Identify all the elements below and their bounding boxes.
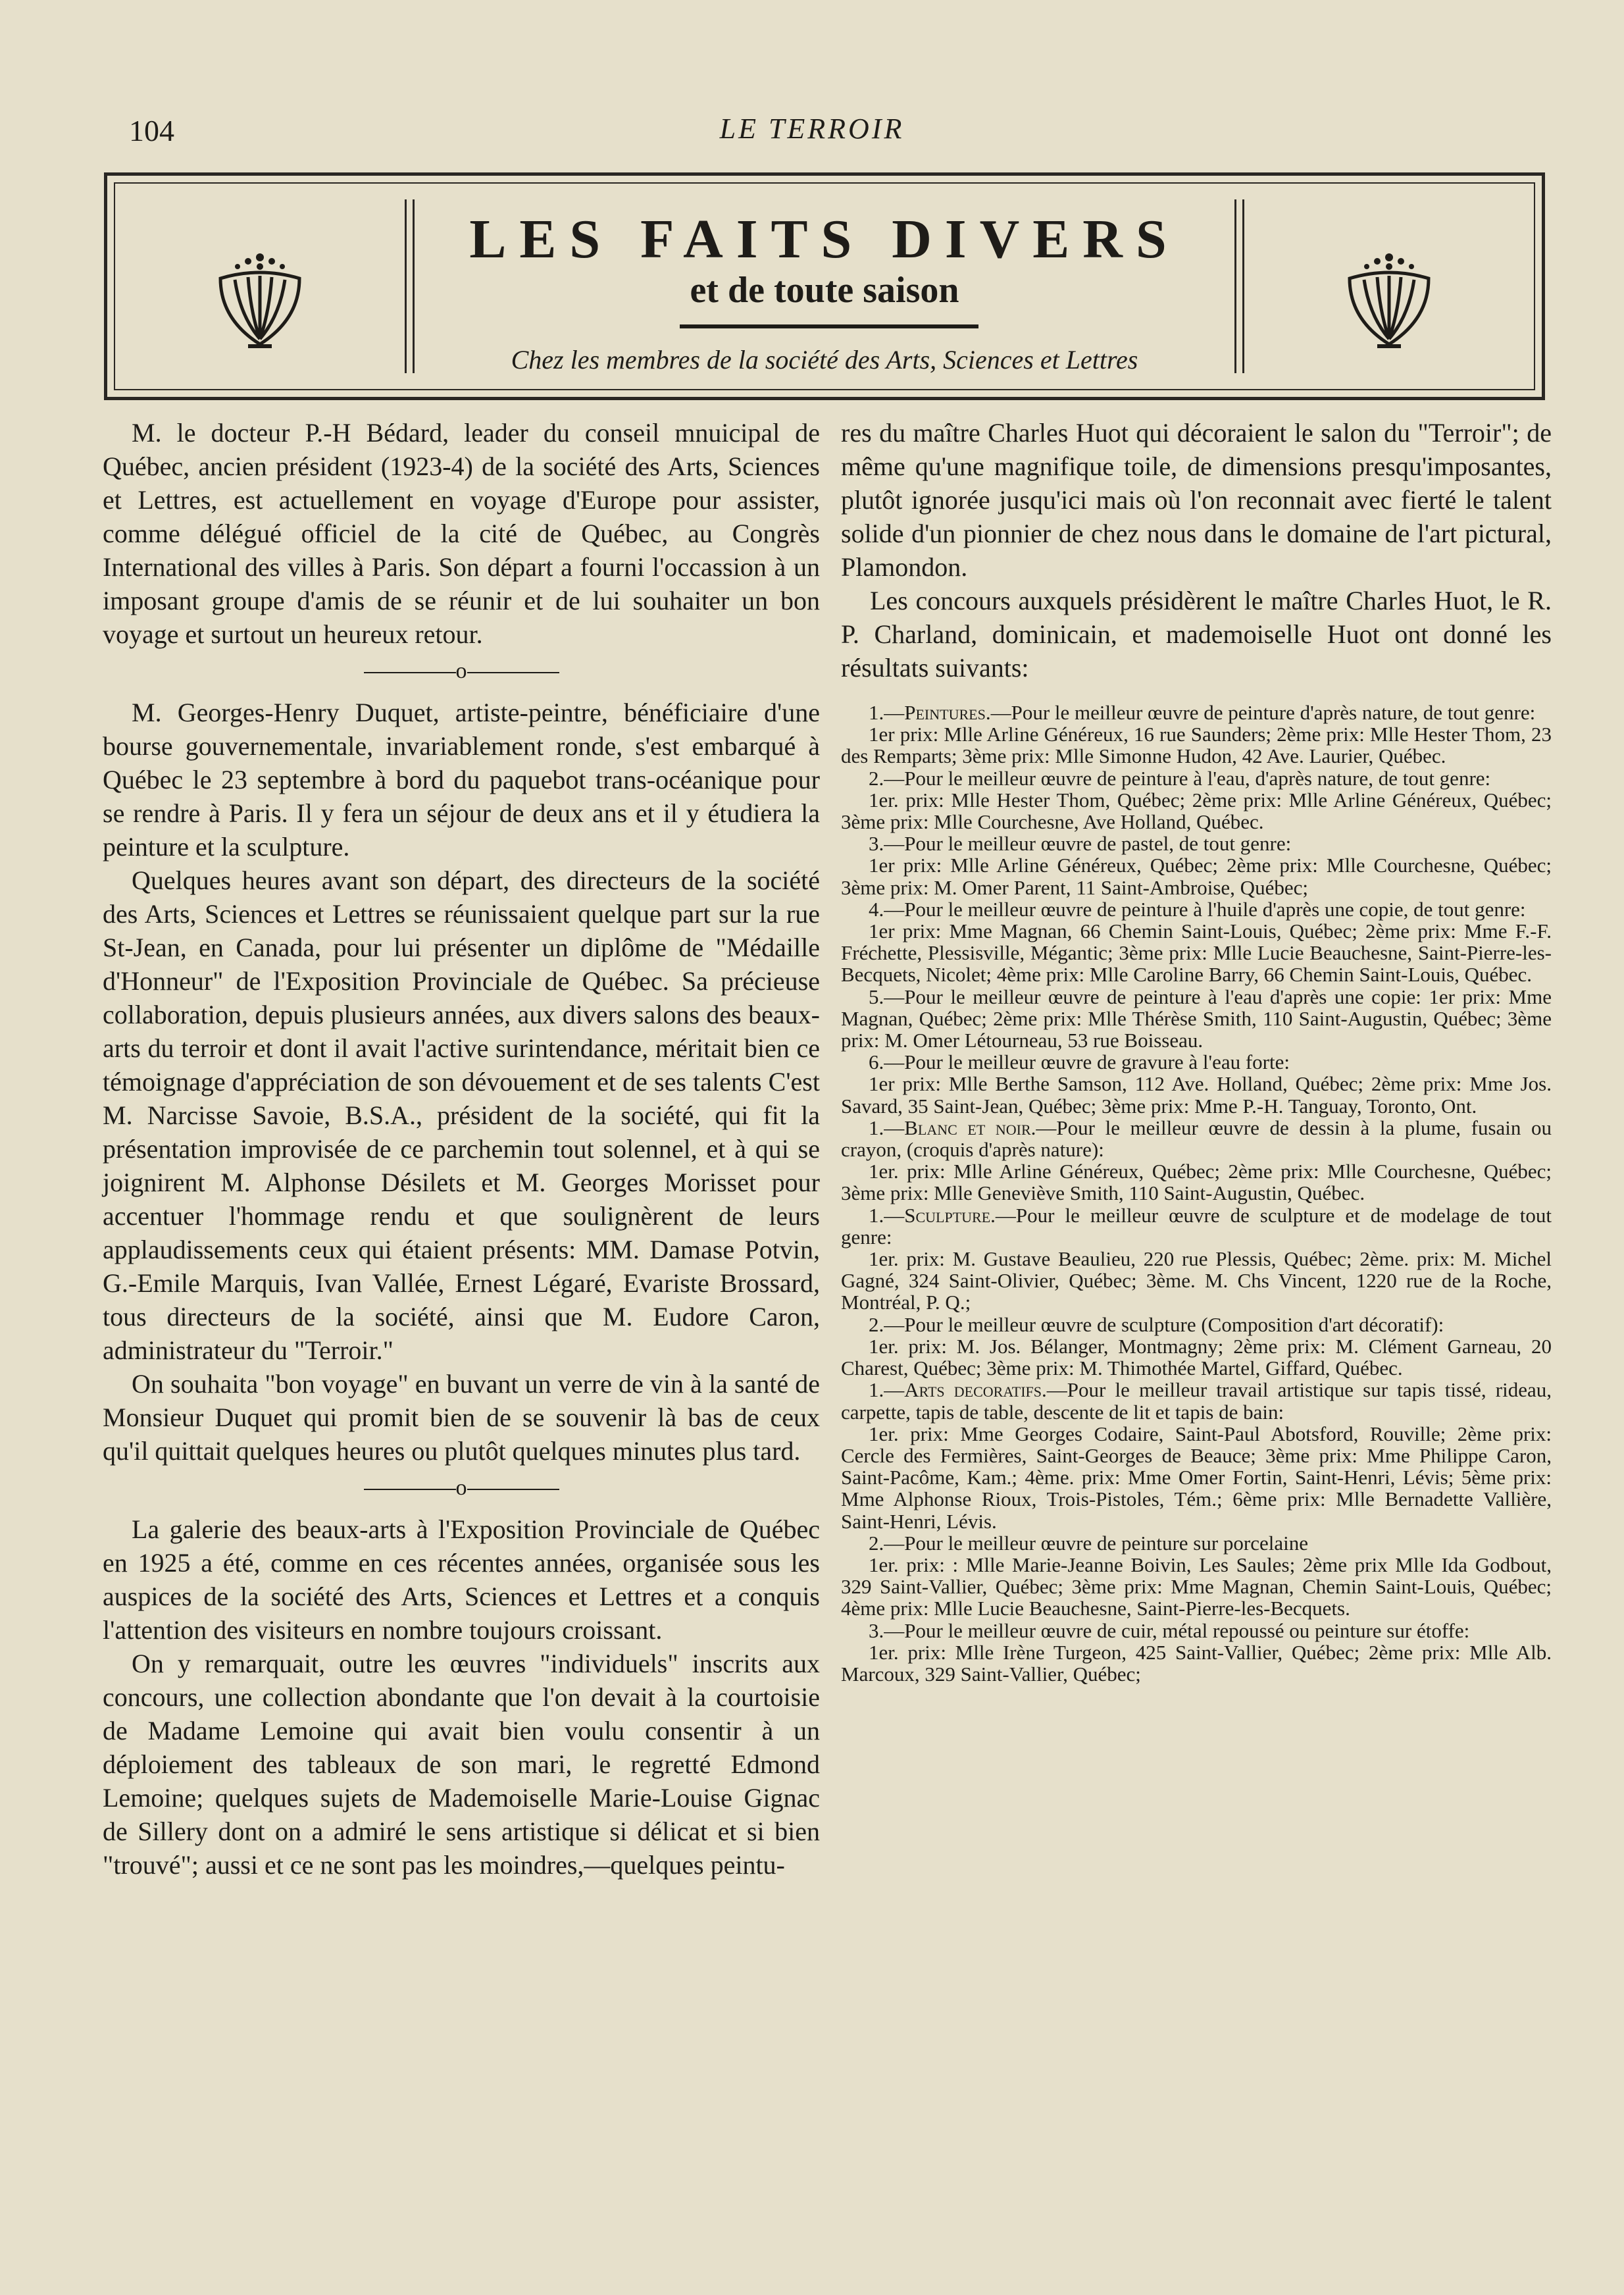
result-text: 1er prix: Mlle Arline Généreux, 16 rue Saunders; 2ème prix: Mlle Hester Thom, 23 des Remparts; 3ème prix: Mlle Simonne Hudon, 42 Ave. Laurier, Québec. (841, 723, 1552, 768)
result-entry (841, 1248, 1552, 1314)
right-column (841, 416, 1552, 1685)
result-entry (841, 1620, 1552, 1641)
result-text: 1er. prix: : Mlle Marie-Jeanne Boivin, Les Saules; 2ème prix Mlle Ida Godbout, 329 Saint-Vallier, Québec; 3ème prix: Mme Magnan, Chemin Saint-Louis, Québec; 4ème prix: Mlle Lucie Beauchesne, Saint-Pierre-les-Becquets. (841, 1553, 1552, 1620)
result-text: —Pour le meilleur œuvre de peinture d'après nature, de tout genre: (990, 701, 1536, 724)
banner-title: LES FAITS DIVERS (469, 209, 1180, 270)
result-entry (841, 1314, 1552, 1335)
paragraph: Quelques heures avant son départ, des directeurs de la société des Arts, Sciences et Lettres se réunissaient quelque part sur la rue St-Jean, en Canada, pour lui présenter un diplôme de "Médaille d'Honneur" de l'Exposition Provinciale de Québec. Sa précieuse collaboration, depuis plusieurs années, aux divers salons des beaux-arts du terroir et dont il avait l'active surintendance, méritait bien ce témoignage d'appréciation de son dévouement et de ses talents C'est M. Narcisse Savoie, B.S.A., président de la société, qui fit la présentation improvisée de ce parchemin tout solennel, et à qui se joignirent M. Alphonse Désilets et M. Georges Morisset pour accentuer l'hommage rendu et que soulignèrent de leurs applaudissements ceux qui étaient présents: MM. Damase Potvin, G.-Emile Marquis, Ivan Vallée, Ernest Légaré, Evariste Brossard, tous directeurs de la société, ainsi que M. Eudore Caron, administrateur du "Terroir." (103, 865, 820, 1365)
result-text: 3.—Pour le meilleur œuvre de cuir, métal repoussé ou peinture sur étoffe: (869, 1618, 1470, 1642)
left-column (103, 416, 820, 1882)
result-number: 1.— (869, 1203, 905, 1227)
result-text: 1er prix: Mlle Berthe Samson, 112 Ave. Holland, Québec; 2ème prix: Mme Jos. Savard, 35 Saint-Jean, Québec; 3ème prix: Mme P.-H. Tanguay, Toronto, Ont. (841, 1072, 1552, 1118)
result-text: 2.—Pour le meilleur œuvre de peinture à l'eau, d'après nature, de tout genre: (869, 766, 1491, 790)
result-category: Sculpture. (904, 1203, 996, 1227)
result-text: —Pour le meilleur œuvre de dessin à la plume, fusain ou crayon, (croquis d'après nature): (841, 1116, 1552, 1162)
result-number: 1.— (869, 1378, 905, 1402)
result-entry (841, 1073, 1552, 1116)
result-entry (841, 1641, 1552, 1685)
separator: o (103, 1477, 820, 1499)
result-text: 3.—Pour le meilleur œuvre de pastel, de tout genre: (869, 832, 1292, 856)
result-entry (841, 833, 1552, 854)
result-category: Peintures. (904, 701, 991, 724)
result-text: 1er prix: Mme Magnan, 66 Chemin Saint-Louis, Québec; 2ème prix: Mme F.-F. Fréchette, Plessisville, Mégantic; 3ème prix: Mlle Lucie Beauchesne, Saint-Pierre-les-Becquets, Nicolet; 4ème prix: Mlle Caroline Barry, 66 Chemin Saint-Louis, Québec. (841, 919, 1552, 987)
result-entry (841, 767, 1552, 789)
paragraph: M. le docteur P.-H Bédard, leader du conseil mnuicipal de Québec, ancien président (1923-4) de la société des Arts, Sciences et Lettres, est actuellement en voyage d'Europe pour assister, comme délégué officiel de la cité de Québec, au Congrès International des villes à Paris. Son départ a fourni l'occassion à un imposant groupe d'amis de se réunir et de lui souhaiter un bon voyage et surtout un heureux retour. (103, 418, 820, 649)
result-entry (841, 1379, 1552, 1422)
result-number: 1.— (869, 1116, 905, 1139)
result-entry (841, 723, 1552, 767)
result-text: 1er. prix: Mlle Hester Thom, Québec; 2ème prix: Mlle Arline Généreux, Québec; 3ème prix: Mlle Courchesne, Ave Holland, Québec. (841, 788, 1552, 834)
result-entry (841, 920, 1552, 986)
paragraph: La galerie des beaux-arts à l'Exposition Provinciale de Québec en 1925 a été, comme en ces récentes années, organisée sous les auspices de la société des Arts, Sciences et Lettres et a conquis l'attention des visiteurs en nombre toujours croissant. (103, 1514, 820, 1645)
paragraph: res du maître Charles Huot qui décoraient le salon du "Terroir"; de même qu'une magnifique toile, de dimensions presqu'imposantes, plutôt ignorée jusqu'ici mais où l'on reconnait avec fierté le talent solide d'un pionnier de chez nous dans le domaine de l'art pictural, Plamondon. (841, 418, 1552, 582)
banner-subtitle: et de toute saison (690, 270, 959, 311)
result-entry (841, 1423, 1552, 1532)
result-entry (841, 1554, 1552, 1620)
page-number: 104 (129, 114, 174, 147)
result-text: 1er. prix: Mme Georges Codaire, Saint-Paul Abotsford, Rouville; 2ème prix: Cercle des Fermières, Saint-Georges de Beauce; 3ème prix: Mme Philippe Caron, Saint-Pacôme, Kam.; 4ème. prix: Mme Omer Fortin, Saint-Henri, Lévis; 5ème prix: Mme Alphonse Rioux, Trois-Pistoles, Tém.; 6ème prix: Mlle Bernadette Vallière, Saint-Henri, Lévis. (841, 1422, 1552, 1533)
result-text: 1er. prix: M. Gustave Beaulieu, 220 rue Plessis, Québec; 2ème. prix: M. Michel Gagné, 324 Saint-Olivier, Québec; 3ème. M. Chs Vincent, 1220 rue de la Roche, Montréal, P. Q.; (841, 1247, 1552, 1314)
section-banner (104, 172, 1545, 400)
result-entry (841, 1160, 1552, 1204)
result-text: —Pour le meilleur œuvre de sculpture et de modelage de tout genre: (841, 1203, 1552, 1249)
result-text: 2.—Pour le meilleur œuvre de peinture sur porcelaine (869, 1531, 1308, 1555)
result-entry (841, 1051, 1552, 1073)
result-text: 1er. prix: M. Jos. Bélanger, Montmagny; 2ème prix: M. Clément Garneau, 20 Charest, Québec; 3ème prix: M. Thimothée Martel, Giffard, Québec. (841, 1334, 1552, 1380)
result-entry (841, 1532, 1552, 1554)
result-text: 6.—Pour le meilleur œuvre de gravure à l'eau forte: (869, 1050, 1290, 1074)
banner-rule (680, 324, 978, 328)
paragraph: Les concours auxquels présidèrent le maître Charles Huot, le R. P. Charland, dominicain, et mademoiselle Huot ont donné les résultats suivants: (841, 586, 1552, 683)
contest-results (841, 702, 1552, 1685)
paragraph: On souhaita "bon voyage" en buvant un verre de vin à la santé de Monsieur Duquet qui promit bien de se souvenir là bas de ceux qu'il quittait quelques heures ou plutôt quelques minutes plus tard. (103, 1369, 820, 1466)
result-text: 5.—Pour le meilleur œuvre de peinture à l'eau d'après une copie: 1er prix: Mme Magnan, Québec; 2ème prix: Mlle Thérèse Smith, 110 Saint-Augustin, Québec; 3ème prix: M. Omer Létourneau, 53 rue Boisseau. (841, 985, 1552, 1052)
result-category: Arts decoratifs. (904, 1378, 1047, 1402)
result-entry (841, 854, 1552, 898)
result-entry (841, 1335, 1552, 1379)
banner-caption: Chez les membres de la société des Arts, Sciences et Lettres (511, 345, 1138, 374)
separator: o (103, 660, 820, 683)
paragraph: On y remarquait, outre les œuvres "individuels" inscrits aux concours, une collection abondante que l'on devait à la courtoisie de Madame Lemoine qui avait bien voulu consentir à un déploiement des tableaux de son mari, le regretté Edmond Lemoine; quelques sujets de Mademoiselle Marie-Louise Gignac de Sillery dont on a admiré le sens artistique si délicat et si bien "trouvé"; aussi et ce ne sont pas les moindres,—quelques peintu- (103, 1649, 820, 1880)
result-category: Blanc et noir. (904, 1116, 1036, 1139)
result-entry (841, 1204, 1552, 1248)
result-text: 4.—Pour le meilleur œuvre de peinture à l'huile d'après une copie, de tout genre: (869, 897, 1526, 921)
result-entry (841, 1117, 1552, 1160)
result-text: 1er prix: Mlle Arline Généreux, Québec; 2ème prix: Mlle Courchesne, Québec; 3ème prix: M. Omer Parent, 11 Saint-Ambroise, Québec; (841, 854, 1552, 899)
banner-frame (114, 182, 1535, 390)
paragraph: M. Georges-Henry Duquet, artiste-peintre, bénéficiaire d'une bourse gouvernementale, invariablement ronde, s'est embarqué à Québec le 23 septembre à bord du paquebot trans-océanique pour se rendre à Paris. Il y fera un séjour de deux ans et il y étudiera la peinture et la sculpture. (103, 698, 820, 862)
result-number: 1.— (869, 701, 905, 724)
result-text: 1er. prix: Mlle Irène Turgeon, 425 Saint-Vallier, Québec; 2ème prix: Mlle Alb. Marcoux, 329 Saint-Vallier, Québec; (841, 1640, 1552, 1686)
result-entry (841, 702, 1552, 723)
result-entry (841, 986, 1552, 1052)
result-entry (841, 898, 1552, 920)
result-text: 2.—Pour le meilleur œuvre de sculpture (Composition d'art décoratif): (869, 1312, 1444, 1336)
result-entry (841, 789, 1552, 833)
result-text: —Pour le meilleur travail artistique sur tapis tissé, rideau, carpette, tapis de table, descente de lit et tapis de bain: (841, 1378, 1552, 1424)
result-text: 1er. prix: Mlle Arline Généreux, Québec; 2ème prix: Mlle Courchesne, Québec; 3ème prix: Mlle Geneviève Smith, 110 Saint-Augustin, Québec. (841, 1160, 1552, 1205)
running-title: LE TERROIR (719, 113, 905, 145)
